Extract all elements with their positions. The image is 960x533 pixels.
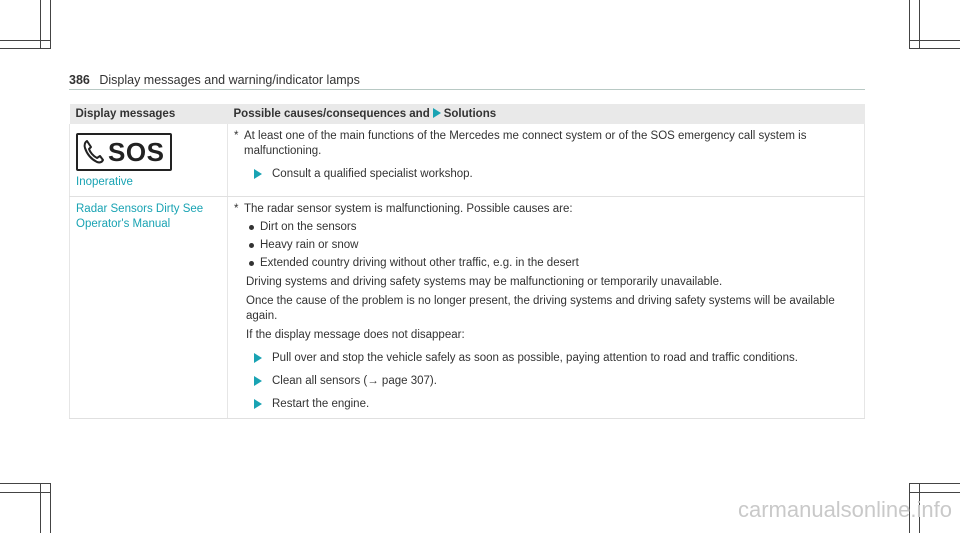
crop-mark (0, 48, 50, 49)
list-item: Heavy rain or snow (246, 238, 858, 253)
crop-mark (910, 492, 960, 493)
display-messages-table (69, 104, 865, 419)
column-header-causes (228, 104, 865, 124)
message-inoperative: Inoperative (76, 176, 133, 188)
action-arrow-icon (254, 353, 262, 363)
crop-mark (919, 0, 920, 49)
phone-icon (82, 139, 106, 165)
page-reference-link[interactable]: Clean all sensors (→ page 307). (272, 375, 437, 387)
crop-mark (40, 0, 41, 49)
causes-cell (228, 197, 865, 419)
crop-mark (40, 483, 41, 533)
crop-mark (0, 492, 50, 493)
page-number: 386 (69, 73, 90, 87)
asterisk: * (234, 203, 239, 215)
crop-mark (0, 483, 50, 484)
action-text: Consult a qualified specialist workshop. (272, 168, 473, 180)
list-item: Dirt on the sensors (246, 220, 858, 235)
table-header-row (70, 104, 865, 124)
list-item: Extended country driving without other traffic, e.g. in the desert (246, 256, 858, 271)
action-arrow-icon (254, 399, 262, 409)
message-cell (70, 197, 228, 419)
table-row (70, 124, 865, 197)
crop-mark (50, 0, 51, 49)
message-radar-line1: Radar Sensors Dirty See (76, 203, 204, 215)
sos-phone-icon (76, 133, 172, 171)
causes-cell (228, 124, 865, 197)
action-item (254, 374, 858, 389)
action-item (254, 351, 858, 366)
crop-mark (0, 40, 50, 41)
action-item (254, 397, 858, 412)
header-divider (69, 89, 865, 90)
column-header-display-messages: Display messages (70, 104, 228, 124)
crop-mark (910, 40, 960, 41)
cause-list (246, 220, 858, 271)
crop-mark (910, 48, 960, 49)
crop-mark (910, 483, 960, 484)
cause-text (234, 129, 858, 159)
paragraph: Once the cause of the problem is no longer present, the driving systems and driving safety systems will be available again. (246, 295, 835, 322)
page-title: Display messages and warning/indicator lamps (99, 73, 360, 87)
action-arrow-icon (254, 376, 262, 386)
paragraph: Driving systems and driving safety systems may be malfunctioning or temporarily unavailable. (246, 276, 723, 288)
asterisk: * (234, 130, 239, 142)
cause-text (234, 202, 858, 217)
action-text: Restart the engine. (272, 398, 370, 410)
action-item (254, 167, 858, 182)
message-radar-line2: Operator's Manual (76, 218, 171, 230)
crop-mark (50, 483, 51, 533)
table-row (70, 197, 865, 419)
solutions-header-text: Solutions (443, 107, 497, 120)
action-arrow-icon (254, 169, 262, 179)
page-header (69, 73, 865, 87)
causes-header-text: Possible causes/consequences and (233, 107, 430, 120)
sos-label: SOS (108, 137, 165, 167)
paragraph: If the display message does not disappear: (246, 329, 465, 341)
cause-sentence: At least one of the main functions of the Mercedes me connect system or of the SOS emergency call system is malfunctioning. (244, 130, 807, 157)
action-arrow-icon (433, 108, 441, 118)
action-text: Pull over and stop the vehicle safely as soon as possible, paying attention to road and traffic conditions. (272, 352, 798, 364)
watermark: carmanualsonline.info (737, 497, 952, 522)
message-cell (70, 124, 228, 197)
crop-mark (909, 0, 910, 49)
cause-sentence: The radar sensor system is malfunctioning. Possible causes are: (244, 203, 573, 215)
